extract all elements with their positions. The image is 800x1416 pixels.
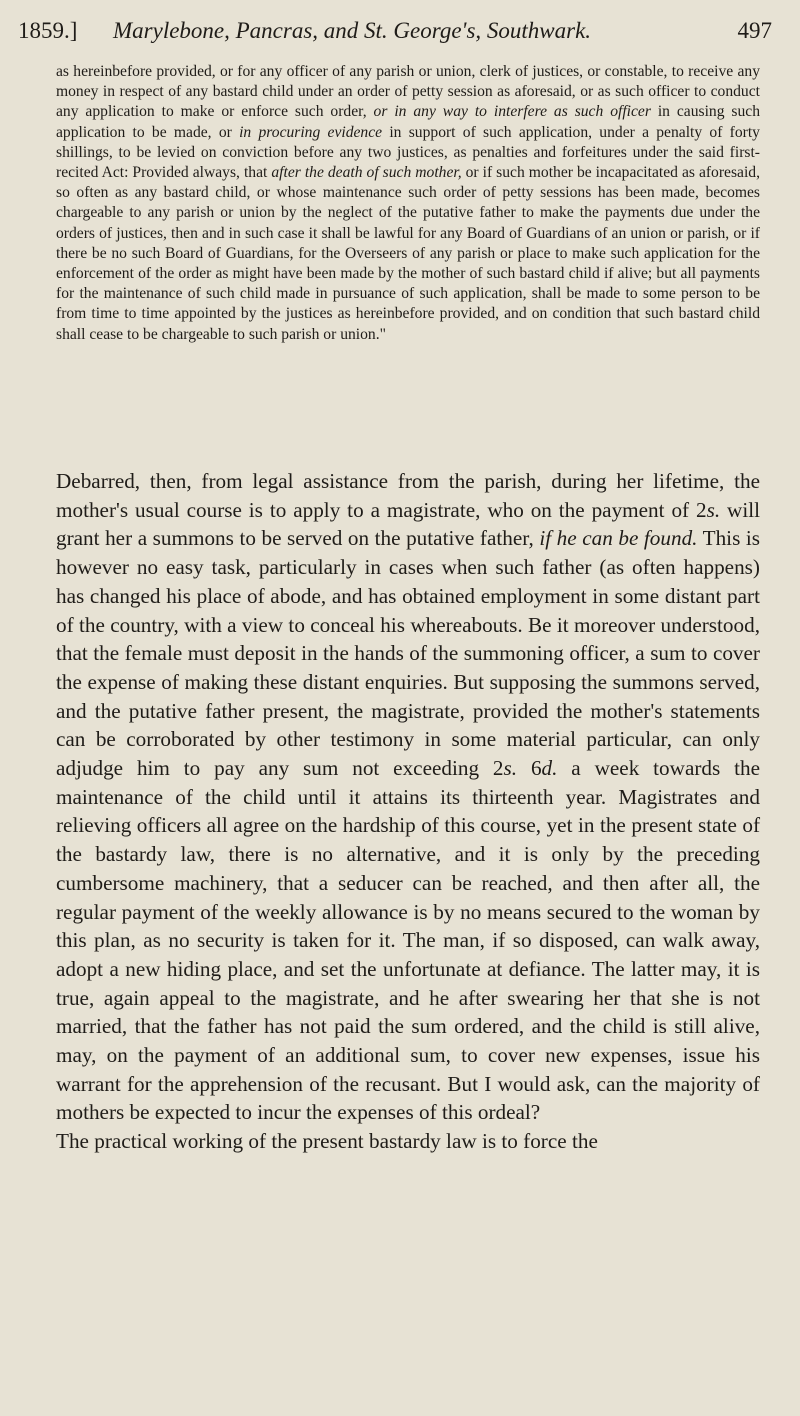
body-text [56,467,760,1156]
body-text-run: a week towards the maintenance of the child until it attains its thirteenth year. Magistrates and relieving officers all agree on the hardship of this course, yet in the present state of the bastardy law, there is no alternative, and it is only by the preceding cumbersome machinery, that a seducer can be reached, and then after all, the regular payment of the weekly allowance is by no means secured to the woman by this plan, as no security is taken for it. The man, if so disposed, can walk away, adopt a new hiding place, and set the unfortunate at defiance. The latter may, it is true, again appeal to the magistrate, and he after swearing her that she is not married, that the father has not paid the sum ordered, and the child is still alive, may, on the payment of an additional sum, to cover new expenses, issue his warrant for the apprehension of the recusant. But I would ask, can the majority of mothers be expected to incur the expenses of this ordeal? [56,756,760,1125]
body-text-run: Debarred, then, from legal assistance from the parish, during her lifetime, the mother's usual course is to apply to a magistrate, who on the payment of 2 [56,469,760,522]
body-text-run: 6 [517,756,542,781]
body-text-run: will grant her a summons to be served on the putative father, [56,497,761,551]
quote-text: as hereinbefore provided, or for any officer of any parish or union, clerk of justices, or constable, to receive any money in respect of any bastard child under an order of petty session as aforesaid, or as such officer to conduct any application to make or enforce such order, [56,63,760,121]
quoted-statute-paragraph [56,62,760,345]
header-year: 1859.] [18,18,78,43]
body-italic-run: if he can be found. [539,526,698,551]
body-text-run: The practical working of the present bastardy law is to force the [56,1129,598,1154]
quote-italic-text: in procuring evidence [239,123,383,141]
quote-paragraph [56,62,760,345]
body-paragraph [56,467,760,1127]
quote-italic-text: or in any way to interfere as such officer [373,103,651,121]
body-italic-run: s. [706,497,721,522]
quote-italic-text: after the death of such mother, [271,164,462,182]
header-title: Marylebone, Pancras, and St. George's, Southwark. [113,18,592,43]
page-number: 497 [737,18,772,43]
quote-text: in causing such application to be made, or [56,103,761,141]
body-text-run: This is however no easy task, particularly in cases when such father (as often happens) has changed his place of abode, and has obtained employment in some distant part of the country, with a view to conceal his whereabouts. Be it moreover understood, that the female must deposit in the hands of the summoning officer, a sum to cover the expense of making these distant enquiries. But supposing the summons served, and the putative father present, the magistrate, provided the mother's statements can be corroborated by other testimony in some material particular, can only adjudge him to pay any sum not exceeding 2 [56,526,761,781]
body-paragraph [56,1127,760,1156]
running-header [18,18,772,48]
quote-text: in support of such application, under a penalty of forty shillings, to be levied on conviction before any two justices, as penalties and forfeitures under the said first-recited Act: Provided always, that [56,123,760,182]
body-italic-run: d. [541,756,558,781]
quote-text: or if such mother be incapacitated as aforesaid, so often as any bastard child, or whose maintenance such order of petty sessions has been made, becomes chargeable to any parish or union by the neglect of the putative father to make the payments due under the orders of justices, then and in such case it shall be lawful for any Board of Guardians of an union or parish, or if there be no such Board of Guardians, for the Overseers of any parish or place to make such application for the enforcement of the order as might have been made by the mother of such bastard child if alive; but all payments for the maintenance of such child made in pursuance of such application, shall be made to some person to be from time to time appointed by the justices as hereinbefore provided, and on condition that such bastard child shall cease to be chargeable to such parish or union." [56,164,760,343]
body-italic-run: s. [503,756,518,781]
